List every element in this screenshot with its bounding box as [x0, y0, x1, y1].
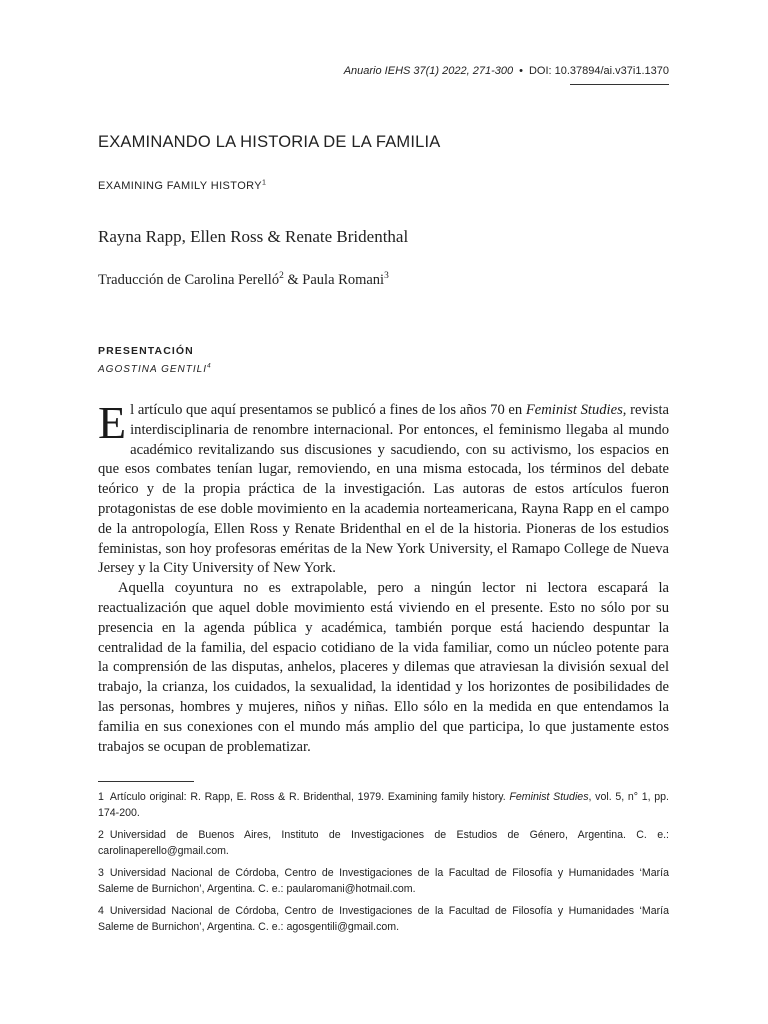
footnote: [98, 789, 669, 821]
running-head-separator: •: [519, 65, 523, 77]
footnote-text: Universidad Nacional de Córdoba, Centro de Investigaciones de la Facultad de Filosofía y Humanidades ‘María Saleme de Burnichon’, Argentina. C. e.: paularomani@hotmail.com.: [98, 867, 669, 895]
doi-underline: [570, 84, 669, 85]
journal-citation: Anuario IEHS 37(1) 2022, 271-300: [343, 65, 514, 77]
footnote-text: Universidad Nacional de Córdoba, Centro de Investigaciones de la Facultad de Filosofía y Humanidades ‘María Saleme de Burnichon’, Argentina. C. e.: agosgentili@gmail.com.: [98, 905, 669, 933]
article-subtitle: [98, 180, 266, 192]
section-heading: PRESENTACIÓN: [98, 345, 194, 357]
footnote-ref-3[interactable]: 3: [384, 271, 389, 282]
footnote-journal: Feminist Studies: [509, 791, 589, 803]
footnote-number: 1: [98, 791, 104, 803]
footnotes: [98, 789, 669, 941]
p1-text-b: , revista interdisciplinaria de renombre internacional. Por entonces, el feminismo llegaba al mundo académico revitalizando sus discusiones y sacudiendo, con su activismo, los espacios en que esos combates tenían lugar, removiendo, en una misma estocada, los términos del debate teórico y de la propia práctica de la investigación. Las autoras de estos artículos fueron protagonistas de ese doble movimiento en la academia norteamericana, Rayna Rapp en el campo de la antropología, Ellen Ross y Renate Bridenthal en el de la historia. Pioneras de los estudios feministas, son hoy profesoras eméritas de la New York University, el Ramapo College de Nueva Jersey y la City University of New York.: [98, 402, 669, 577]
section-author: [98, 364, 212, 375]
p1-journal-name: Feminist Studies: [525, 402, 623, 418]
footnote-number: 3: [98, 867, 104, 879]
translation-middle: & Paula Romani: [283, 272, 385, 288]
body-paragraph-2: Aquella coyuntura no es extrapolable, pero a ningún lector ni lectora escapará la reactualización que aquel doble movimiento está viviendo en el presente. Esto no sólo por su presencia en la agenda pública y académica, también porque está haciendo despuntar la centralidad de la familia, del espacio cotidiano de la vida familiar, como un núcleo potente para la comprensión de las disputas, anhelos, placeres y dilemas que atraviesan la división sexual del trabajo, la crianza, los cuidados, la sexualidad, la identidad y los horizontes de posibilidades de las personas, hombres y mujeres, niños y niñas. Ello sólo en la medida en que entendamos la familia en sus conexiones con el mundo más amplio del que participa, lo que justamente estos trabajos se ocupan de problematizar.: [98, 580, 669, 755]
footnote-ref-4[interactable]: 4: [206, 362, 212, 370]
footnote-ref-2[interactable]: 2: [279, 271, 284, 282]
article-page: [98, 0, 669, 1024]
running-head: [344, 65, 669, 77]
footnote: [98, 827, 669, 859]
footnote-divider: [98, 781, 194, 782]
footnote-text-end: , vol. 5, n° 1, pp. 174-200.: [98, 791, 669, 819]
doi-link[interactable]: DOI: 10.37894/ai.v37i1.1370: [528, 65, 669, 77]
footnote-text: Universidad de Buenos Aires, Instituto de Investigaciones de Estudios de Género, Argentina. C. e.: carolinaperello@gmail.com.: [98, 829, 669, 857]
subtitle-text: EXAMINING FAMILY HISTORY: [98, 180, 263, 192]
footnote-number: 2: [98, 829, 104, 841]
body-paragraph-1: [98, 397, 669, 579]
section-author-name: AGOSTINA GENTILI: [98, 364, 207, 375]
footnote-text: Artículo original: R. Rapp, E. Ross & R. Bridenthal, 1979. Examining family history.: [109, 791, 510, 803]
translation-prefix: Traducción de Carolina Perelló: [98, 272, 280, 288]
footnote: [98, 903, 669, 935]
article-authors: Rayna Rapp, Ellen Ross & Renate Bridenthal: [98, 227, 409, 246]
footnote: [98, 865, 669, 897]
p1-text-a: l artículo que aquí presentamos se publicó a fines de los años 70 en: [130, 402, 526, 418]
article-body: [98, 397, 669, 757]
translation-credit: [98, 272, 389, 289]
article-title: EXAMINANDO LA HISTORIA DE LA FAMILIA: [98, 133, 441, 151]
footnote-ref-1[interactable]: 1: [262, 178, 267, 187]
drop-cap: E: [98, 397, 127, 448]
footnote-number: 4: [98, 905, 104, 917]
